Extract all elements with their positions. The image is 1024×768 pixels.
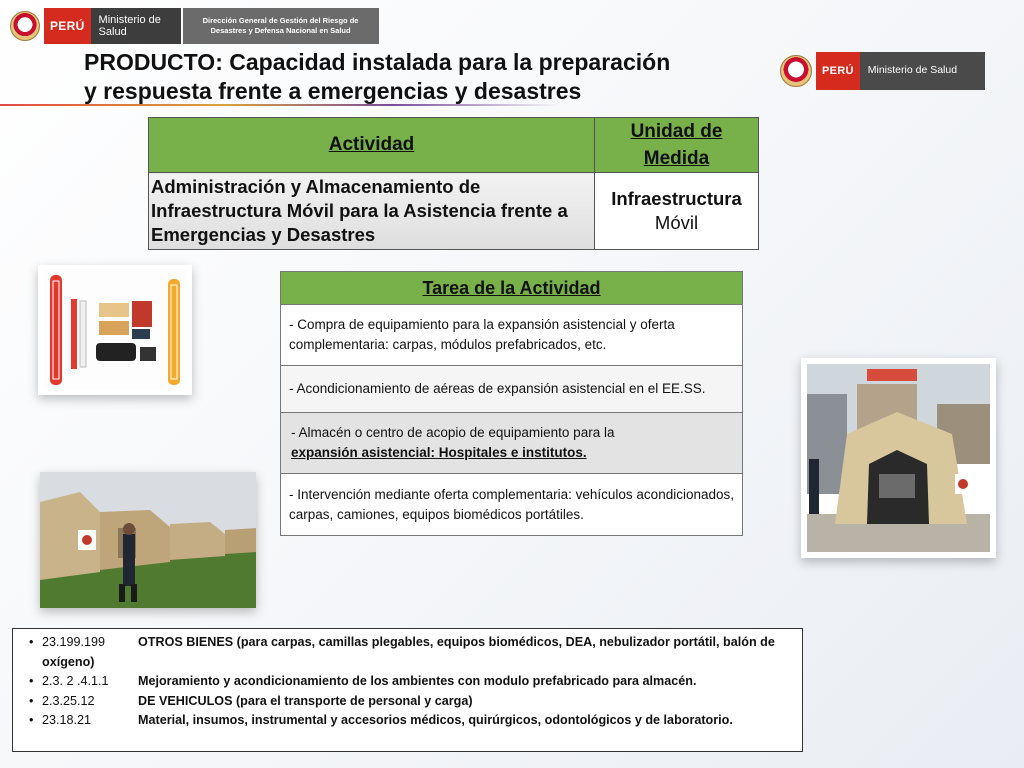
minsa-header-logo [10,8,379,44]
activity-col-header-text: Actividad [328,134,415,155]
activity-table [148,117,759,250]
unit-cell [595,173,759,250]
budget-item-text: OTROS BIENES (para carpas, camillas plegables, equipos biomédicos, DEA, nebulizador portátil, balón de oxígeno) [42,635,775,669]
budget-item-code: 23.18.21 [42,713,92,727]
budget-item-text: DE VEHICULOS (para el transporte de personal y carga) [138,693,473,708]
unit-cell-line1: Infraestructura [611,188,742,209]
unit-col-header [595,118,759,173]
unit-cell-line2: Móvil [654,212,699,233]
right-logo-ministry: Ministerio de Salud [860,52,985,90]
right-logo-country: PERÚ [816,52,860,90]
budget-item-text: Mejoramiento y acondicionamiento de los ambientes con modulo prefabricado para almacén. [138,674,697,688]
task-row: - Compra de equipamiento para la expansión asistencial y oferta complementaria: carpas, módulos prefabricados, etc. [281,305,743,366]
field-tents-photo [40,472,256,608]
task-table [280,271,743,536]
page-title-line2: y respuesta frente a emergencias y desastres [84,78,582,104]
budget-item-code: 2.3. 2 .4.1.1 [42,674,109,688]
task-row-warehouse [281,413,743,474]
tent-entrance-photo [801,358,996,558]
title-underline [0,104,560,106]
budget-item [29,672,794,692]
logo-country: PERÚ [44,8,91,44]
directorate-label: Dirección General de Gestión del Riesgo de Desastres y Defensa Nacional en Salud [183,8,379,44]
logo-ministry: Ministerio de Salud [91,8,181,44]
minsa-right-logo [780,52,985,90]
budget-items-list [12,628,803,752]
budget-item [29,692,794,712]
page-title-line1: PRODUCTO: Capacidad instalada para la preparación [84,49,671,75]
task-table-header [281,272,743,305]
unit-col-header-text: Unidad de Medida [630,121,723,169]
field-tents-image [40,472,256,608]
task-row: - Intervención mediante oferta complementaria: vehículos acondicionados, carpas, camiones, equipos biomédicos portátiles. [281,474,743,536]
tent-entrance-image [807,364,990,552]
budget-item [29,633,794,672]
budget-item-code: 23.199.199 [42,635,106,649]
rescue-equipment-image [44,271,186,389]
peru-coat-of-arms-icon [10,11,40,41]
task-table-header-text: Tarea de la Actividad [422,278,601,298]
rescue-equipment-photo [38,265,192,395]
activity-cell: Administración y Almacenamiento de Infraestructura Móvil para la Asistencia frente a Emergencias y Desastres [149,173,595,250]
task-row: - Acondicionamiento de aéreas de expansión asistencial en el EE.SS. [281,366,743,413]
budget-item-code: 2.3.25.12 [42,693,95,708]
activity-col-header [149,118,595,173]
budget-item-text: Material, insumos, instrumental y accesorios médicos, quirúrgicos, odontológicos y de laboratorio. [138,713,733,727]
task-row-warehouse-line2: expansión asistencial: Hospitales e institutos. [291,445,587,460]
peru-coat-of-arms-icon [780,55,812,87]
task-row-warehouse-line1: - Almacén o centro de acopio de equipamiento para la [291,425,615,440]
budget-item [29,711,794,731]
